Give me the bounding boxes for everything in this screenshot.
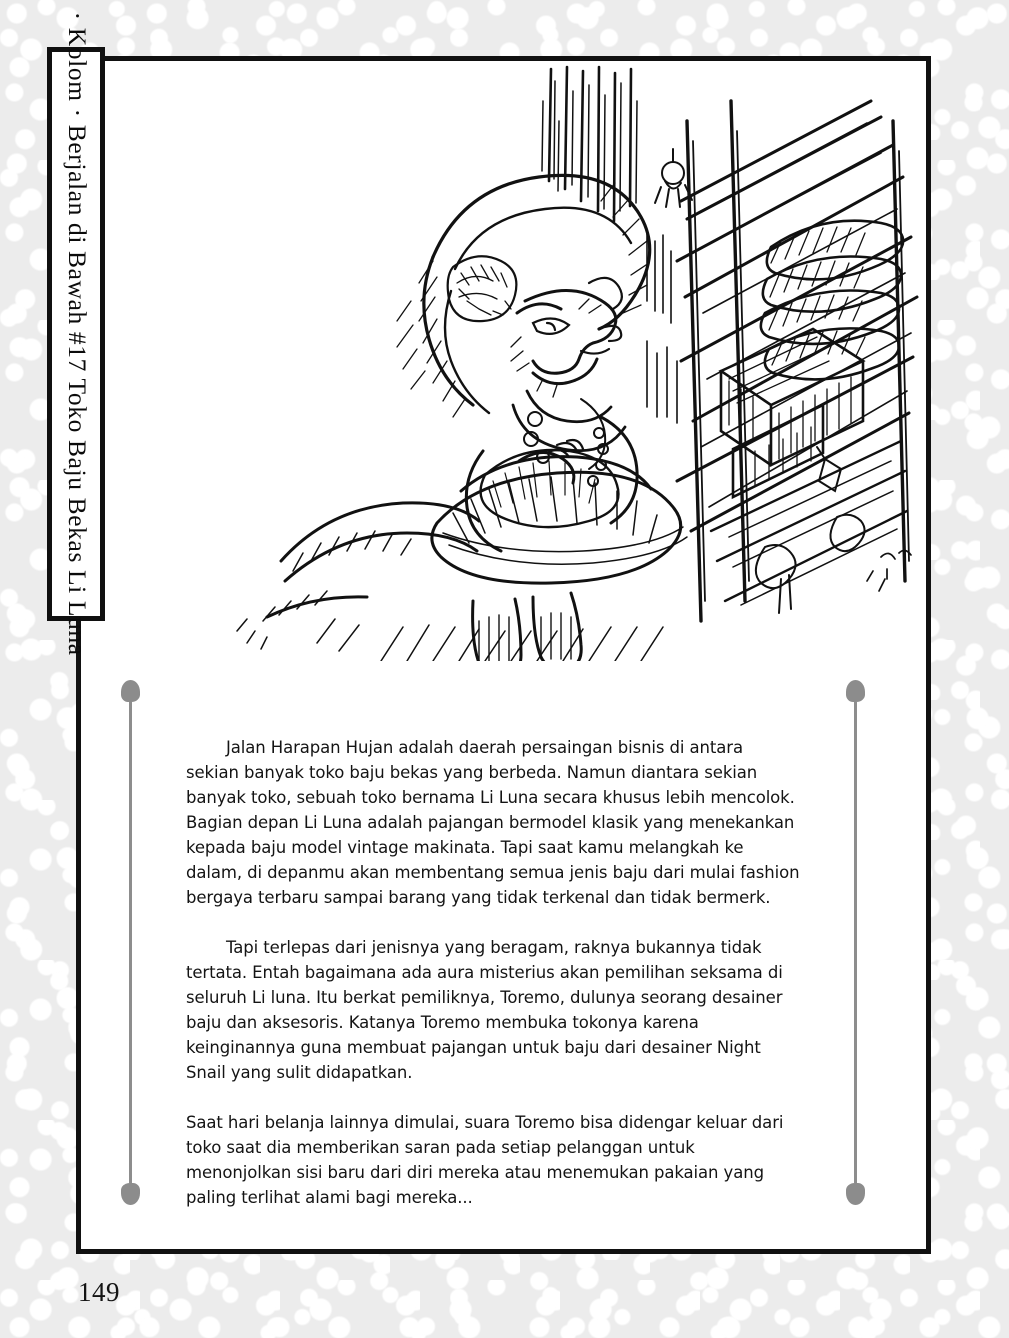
article-paragraph-2: Tapi terlepas dari jenisnya yang beragam, raknya bukannya tidak tertata. Entah bagaimana ada aura misterius akan pemilihan seksama di seluruh Li luna. Itu berkat pemiliknya, Toremo, dulunya seorang desainer baju dan aksesoris. Katanya Toremo membuka tokonya karena keinginannya guna membuat pajangan untuk baju dari desainer Night Snail yang sulit didapatkan. bbox=[186, 938, 783, 1082]
left-pin-bracket bbox=[128, 680, 133, 1205]
pin-blob-top-left-icon bbox=[121, 680, 140, 702]
pin-blob-bottom-left-icon bbox=[121, 1183, 140, 1205]
pin-line-left bbox=[129, 702, 132, 1183]
article-body bbox=[186, 735, 800, 1235]
page-number: 149 bbox=[78, 1277, 120, 1307]
right-pin-bracket bbox=[853, 680, 858, 1205]
column-title-text: · Kolom · Berjalan di Bawah #17 Toko Baju Bekas Li Luna bbox=[63, 11, 90, 657]
article-paragraph-3: Saat hari belanja lainnya dimulai, suara Toremo bisa didengar keluar dari toko saat dia memberikan saran pada setiap pelanggan untuk menonjolkan sisi baru dari diri mereka atau menemukan pakaian yang paling terlihat alami bagi mereka... bbox=[186, 1113, 784, 1207]
pin-blob-top-right-icon bbox=[846, 680, 865, 702]
manga-illustration-artwork bbox=[81, 61, 926, 661]
article-text-block bbox=[128, 680, 858, 1205]
article-paragraph-1: Jalan Harapan Hujan adalah daerah persaingan bisnis di antara sekian banyak toko baju bekas yang berbeda. Namun diantara sekian banyak toko, sebuah toko bernama Li Luna secara khusus lebih mencolok. Bagian depan Li Luna adalah pajangan bermodel klasik yang menekankan kepada baju model vintage makinata. Tapi saat kamu melangkah ke dalam, di depanmu akan membentang semua jenis baju dari mulai fashion bergaya terbaru sampai barang yang tidak terkenal dan tidak bermerk. bbox=[186, 738, 800, 907]
pin-line-right bbox=[854, 702, 857, 1183]
illustration-panel bbox=[81, 61, 926, 661]
vertical-title-plaque bbox=[47, 11, 105, 657]
